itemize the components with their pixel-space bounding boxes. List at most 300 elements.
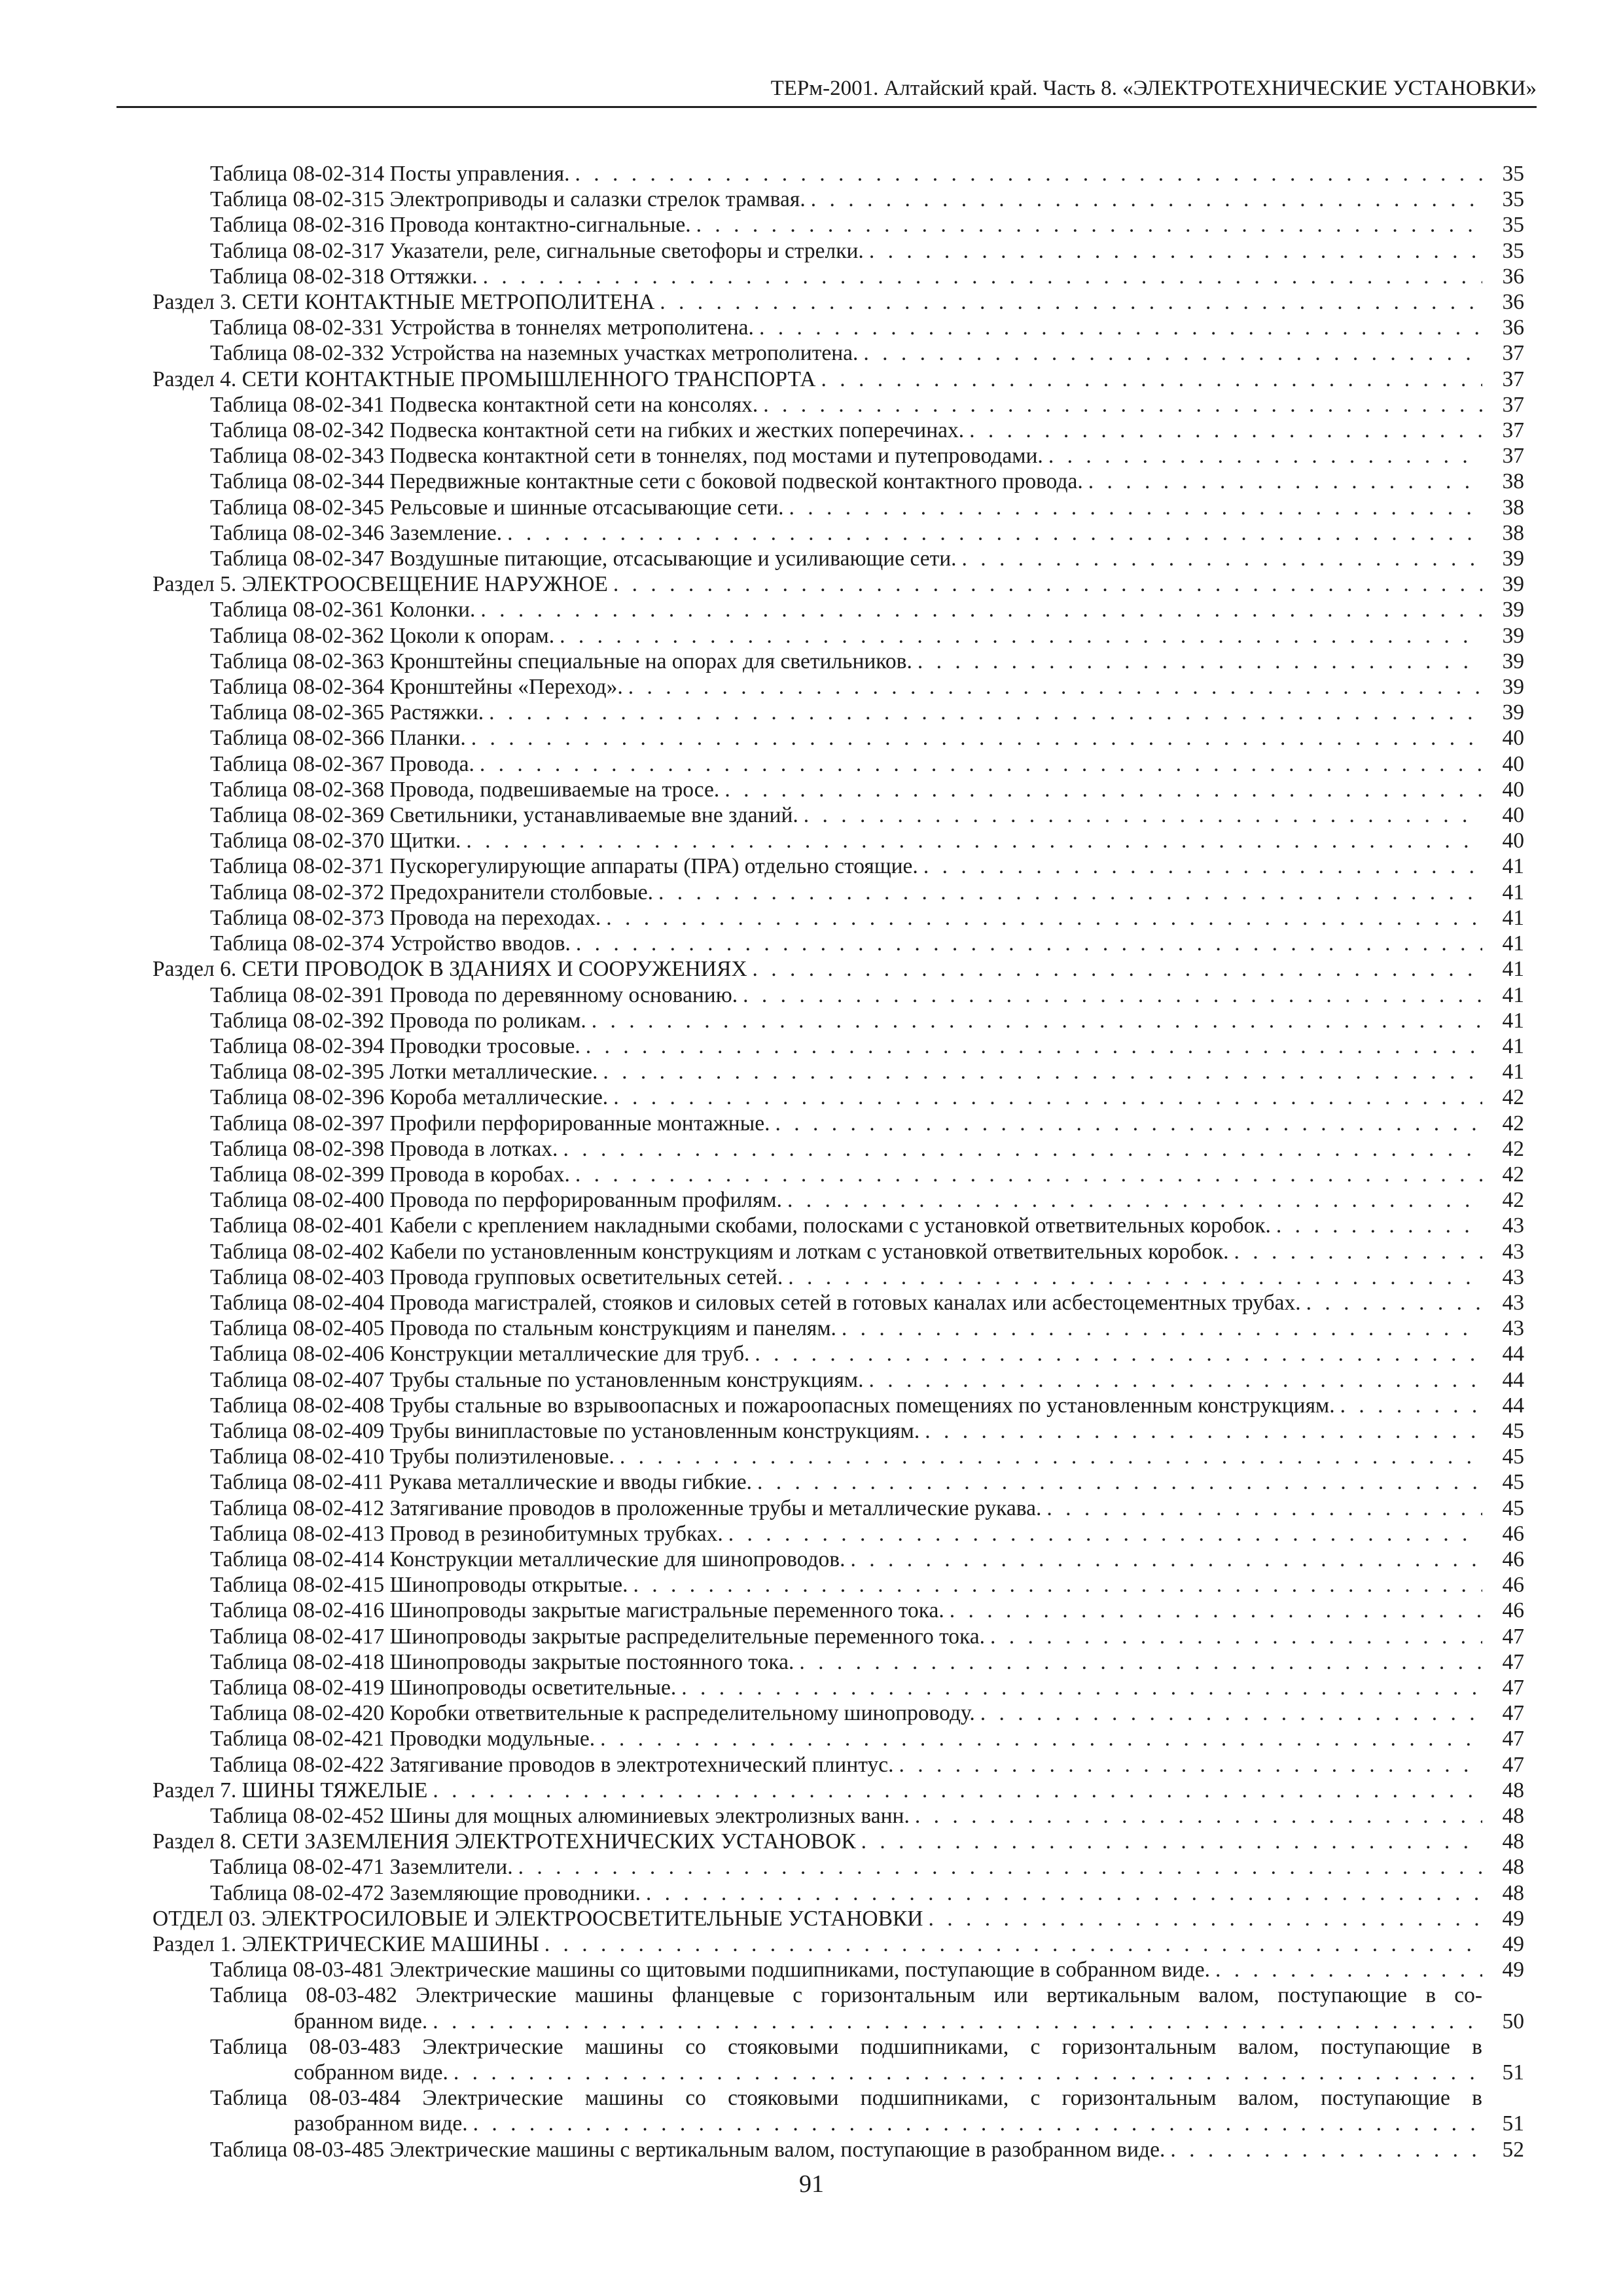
toc-page-number: 45 — [1502, 1444, 1524, 1469]
toc-table-entry[interactable] — [152, 1316, 1524, 1341]
toc-table-entry[interactable] — [152, 700, 1524, 725]
toc-entry-title: Таблица 08-02-396 Короба металлические. — [210, 1085, 609, 1110]
toc-entry-title: Таблица 08-02-367 Провода. — [210, 751, 474, 776]
toc-table-entry[interactable] — [152, 1547, 1524, 1572]
toc-page-number: 44 — [1502, 1342, 1524, 1367]
toc-table-entry[interactable] — [152, 1803, 1524, 1829]
toc-page-number: 41 — [1502, 1008, 1524, 1033]
toc-table-entry[interactable] — [152, 674, 1524, 700]
toc-table-entry[interactable] — [152, 1341, 1524, 1367]
dot-leader — [1276, 1213, 1482, 1238]
toc-entry-title: Таблица 08-02-408 Трубы стальные во взрывоопасных и пожароопасных помещениях по установленным конструкциям. — [210, 1393, 1335, 1418]
toc-page-number: 50 — [1502, 2009, 1524, 2034]
dot-leader — [576, 931, 1482, 956]
dot-leader — [600, 1726, 1482, 1751]
dot-leader — [759, 315, 1482, 340]
toc-entry-title: Таблица 08-02-370 Щитки. — [210, 829, 461, 853]
dot-leader — [603, 1059, 1482, 1085]
toc-page-number: 51 — [1502, 2060, 1524, 2085]
dot-leader — [821, 367, 1482, 392]
toc-page-number: 40 — [1502, 803, 1524, 828]
toc-entry-title: Таблица 08-03-485 Электрические машины с вертикальным валом, поступающие в разобранном виде. — [210, 2137, 1166, 2162]
dot-leader — [757, 1469, 1482, 1495]
dot-leader — [660, 289, 1482, 315]
toc-entry-title: Таблица 08-02-452 Шины для мощных алюминиевых электролизных ванн. — [210, 1804, 910, 1828]
toc-table-entry[interactable] — [152, 623, 1524, 649]
toc-page-number: 42 — [1502, 1111, 1524, 1136]
dot-leader — [606, 905, 1482, 931]
toc-page-number: 35 — [1502, 187, 1524, 212]
toc-entry-title: Таблица 08-03-484 Электрические машины со стояковыми подшипниками, с горизонтальным валом, поступающие в — [210, 2086, 1482, 2111]
dot-leader — [850, 1547, 1482, 1572]
toc-page-number: 43 — [1502, 1290, 1524, 1315]
dot-leader — [575, 1162, 1482, 1187]
dot-leader — [480, 597, 1482, 622]
toc-entry-title: Таблица 08-02-372 Предохранители столбовые. — [210, 880, 654, 905]
dot-leader — [628, 674, 1482, 700]
toc-section-entry[interactable] — [152, 1931, 1524, 1957]
toc-page-number: 38 — [1502, 520, 1524, 545]
dot-leader — [811, 187, 1482, 212]
toc-entry-title: Таблица 08-02-398 Провода в лотках. — [210, 1136, 558, 1161]
toc-table-entry[interactable] — [152, 546, 1524, 571]
toc-page-number: 37 — [1502, 367, 1524, 391]
toc-section-entry[interactable] — [152, 367, 1524, 392]
toc-page-number: 37 — [1502, 341, 1524, 366]
dot-leader — [696, 212, 1482, 238]
dot-leader — [592, 1008, 1482, 1033]
toc-page-number: 42 — [1502, 1188, 1524, 1213]
toc-page-number: 51 — [1502, 2111, 1524, 2136]
toc-table-entry[interactable] — [152, 828, 1524, 853]
toc-entry-title: Таблица 08-02-394 Проводки тросовые. — [210, 1033, 580, 1058]
toc-page-number: 40 — [1502, 829, 1524, 853]
toc-table-entry[interactable] — [152, 1111, 1524, 1136]
toc-table-entry[interactable] — [152, 1162, 1524, 1187]
dot-leader — [613, 571, 1482, 597]
toc-table-entry[interactable] — [152, 315, 1524, 340]
toc-entry-title: Таблица 08-02-416 Шинопроводы закрытые магистральные переменного тока. — [210, 1598, 944, 1623]
toc-page-number: 37 — [1502, 392, 1524, 417]
toc-entry-title: Таблица 08-02-373 Провода на переходах. — [210, 905, 601, 930]
toc-table-entry[interactable] — [152, 264, 1524, 289]
toc-entry-title-cont: разобранном виде. — [294, 2111, 468, 2136]
toc-page-number: 39 — [1502, 675, 1524, 700]
toc-page-number: 37 — [1502, 444, 1524, 469]
toc-page-number: 52 — [1502, 2137, 1524, 2162]
toc-entry-title: Таблица 08-02-314 Посты управления. — [210, 162, 570, 186]
toc-table-entry[interactable] — [152, 1444, 1524, 1469]
toc-table-entry[interactable] — [152, 1239, 1524, 1265]
toc-section-entry[interactable] — [152, 1906, 1524, 1931]
toc-page-number: 47 — [1502, 1649, 1524, 1674]
toc-entry-title: Таблица 08-02-392 Провода по роликам. — [210, 1008, 586, 1033]
toc-table-entry[interactable] — [152, 1418, 1524, 1444]
toc-entry-title: Таблица 08-02-316 Провода контактно-сигнальные. — [210, 213, 691, 238]
dot-leader — [433, 2009, 1482, 2034]
toc-table-entry[interactable] — [152, 2034, 1524, 2085]
toc-entry-title: Таблица 08-02-407 Трубы стальные по установленным конструкциям. — [210, 1367, 864, 1392]
toc-table-entry[interactable] — [152, 1982, 1524, 2034]
toc-entry-title: Таблица 08-03-483 Электрические машины со стояковыми подшипниками, с горизонтальным валом, поступающие в — [210, 2034, 1482, 2059]
toc-page-number: 49 — [1502, 1958, 1524, 1982]
toc-table-entry[interactable] — [152, 597, 1524, 622]
toc-entry-title: Раздел 4. СЕТИ КОНТАКТНЫЕ ПРОМЫШЛЕННОГО ТРАНСПОРТА — [152, 367, 816, 391]
toc-page-number: 41 — [1502, 854, 1524, 879]
toc-table-entry[interactable] — [152, 1957, 1524, 1982]
toc-table-entry[interactable] — [152, 1085, 1524, 1110]
toc-entry-title: Таблица 08-02-317 Указатели, реле, сигнальные светофоры и стрелки. — [210, 238, 864, 263]
toc-entry-title: Таблица 08-03-481 Электрические машины со щитовыми подшипниками, поступающие в собранном виде. — [210, 1958, 1210, 1982]
toc-page-number: 36 — [1502, 290, 1524, 315]
toc-table-entry[interactable] — [152, 1521, 1524, 1547]
toc-entry-title: Таблица 08-03-482 Электрические машины фланцевые с горизонтальным или вертикальным валом, поступающие в со- — [210, 1983, 1482, 2008]
toc-table-entry[interactable] — [152, 802, 1524, 828]
dot-leader — [1234, 1239, 1482, 1265]
toc-table-entry[interactable] — [152, 751, 1524, 777]
page-number: 91 — [799, 2170, 824, 2198]
dot-leader — [915, 1803, 1482, 1829]
dot-leader — [899, 1752, 1482, 1778]
toc-entry-title: Таблица 08-02-471 Заземлители. — [210, 1855, 513, 1880]
toc-entry-title: Таблица 08-02-404 Провода магистралей, стояков и силовых сетей в готовых каналах или асбестоцементных трубах. — [210, 1290, 1301, 1315]
dot-leader — [575, 161, 1482, 187]
toc-entry-title: Таблица 08-02-346 Заземление. — [210, 520, 503, 545]
dot-leader — [1340, 1393, 1482, 1418]
toc-entry-title: Таблица 08-02-421 Проводки модульные. — [210, 1727, 596, 1751]
toc-table-entry[interactable] — [152, 1572, 1524, 1598]
toc-entry-title: Таблица 08-02-413 Провод в резинобитумных трубках. — [210, 1521, 723, 1546]
toc-page-number: 45 — [1502, 1470, 1524, 1495]
toc-table-entry[interactable] — [152, 161, 1524, 187]
toc-entry-title: Таблица 08-02-347 Воздушные питающие, отсасывающие и усиливающие сети. — [210, 547, 957, 571]
toc-page-number: 48 — [1502, 1829, 1524, 1854]
toc-page-number: 42 — [1502, 1162, 1524, 1187]
dot-leader — [480, 751, 1482, 777]
toc-page-number: 41 — [1502, 982, 1524, 1007]
toc-page-number: 43 — [1502, 1265, 1524, 1289]
toc-entry-title: Таблица 08-02-420 Коробки ответвительные к распределительному шинопроводу. — [210, 1701, 975, 1726]
dot-leader — [743, 982, 1482, 1008]
toc-table-entry[interactable] — [152, 418, 1524, 443]
toc-page-number: 48 — [1502, 1804, 1524, 1828]
dot-leader — [868, 1367, 1482, 1393]
toc-table-entry[interactable] — [152, 1008, 1524, 1033]
toc-page-number: 35 — [1502, 238, 1524, 263]
toc-page-number: 43 — [1502, 1239, 1524, 1264]
toc-entry-title-cont: бранном виде. — [294, 2009, 428, 2034]
toc-table-entry[interactable] — [152, 443, 1524, 469]
toc-page-number: 39 — [1502, 623, 1524, 648]
toc-entry-title: Таблица 08-02-412 Затягивание проводов в проложенные трубы и металлические рукава. — [210, 1496, 1042, 1520]
toc-entry-title-cont: собранном виде. — [294, 2060, 448, 2085]
toc-table-entry[interactable] — [152, 238, 1524, 264]
toc-entry-title: Таблица 08-02-418 Шинопроводы закрытые постоянного тока. — [210, 1649, 794, 1674]
toc-table-entry[interactable] — [152, 1033, 1524, 1059]
toc-page-number: 42 — [1502, 1085, 1524, 1110]
dot-leader — [925, 1418, 1482, 1444]
toc-table-entry[interactable] — [152, 1675, 1524, 1700]
toc-table-entry[interactable] — [152, 931, 1524, 956]
toc-table-entry[interactable] — [152, 1700, 1524, 1726]
dot-leader — [620, 1444, 1482, 1469]
toc-table-entry[interactable] — [152, 1136, 1524, 1162]
toc-table-entry[interactable] — [152, 1726, 1524, 1751]
toc-table-entry[interactable] — [152, 340, 1524, 366]
toc-entry-title: Таблица 08-02-402 Кабели по установленным конструкциям и лоткам с установкой ответвительных коробок. — [210, 1239, 1229, 1264]
toc-table-entry[interactable] — [152, 1059, 1524, 1085]
dot-leader — [789, 495, 1482, 520]
toc-page-number: 44 — [1502, 1367, 1524, 1392]
toc-table-entry[interactable] — [152, 1496, 1524, 1521]
dot-leader — [473, 2111, 1482, 2136]
dot-leader — [1088, 469, 1482, 494]
toc-entry-title: Таблица 08-02-344 Передвижные контактные сети с боковой подвеской контактного провода. — [210, 469, 1083, 494]
toc-table-entry[interactable] — [152, 853, 1524, 879]
toc-entry-title: Таблица 08-02-400 Провода по перфорированным профилям. — [210, 1188, 782, 1213]
toc-table-entry[interactable] — [152, 1598, 1524, 1623]
toc-entry-title: Раздел 5. ЭЛЕКТРООСВЕЩЕНИЕ НАРУЖНОЕ — [152, 572, 608, 597]
toc-page-number: 49 — [1502, 1906, 1524, 1931]
dot-leader — [918, 649, 1482, 674]
dot-leader — [681, 1675, 1482, 1700]
toc-page-number: 36 — [1502, 315, 1524, 340]
toc-entry-title: Таблица 08-02-366 Планки. — [210, 726, 466, 751]
toc-page-number: 41 — [1502, 957, 1524, 982]
toc-page-number: 36 — [1502, 264, 1524, 289]
toc-entry-continuation — [210, 2009, 1524, 2034]
toc-table-entry[interactable] — [152, 1213, 1524, 1238]
toc-entry-title: Раздел 6. СЕТИ ПРОВОДОК В ЗДАНИЯХ И СООРУЖЕНИЯХ — [152, 957, 747, 982]
toc-entry-title: Раздел 7. ШИНЫ ТЯЖЕЛЫЕ — [152, 1778, 428, 1803]
dot-leader — [969, 418, 1482, 443]
toc-entry-title: Таблица 08-02-422 Затягивание проводов в электротехнический плинтус. — [210, 1752, 894, 1777]
toc-page-number: 39 — [1502, 649, 1524, 673]
toc-section-entry[interactable] — [152, 956, 1524, 982]
toc-page-number: 48 — [1502, 1880, 1524, 1905]
toc-entry-title: Таблица 08-02-332 Устройства на наземных участках метрополитена. — [210, 341, 859, 366]
toc-entry-title: Таблица 08-02-331 Устройства в тоннелях метрополитена. — [210, 315, 754, 340]
dot-leader — [923, 853, 1482, 879]
toc-table-entry[interactable] — [152, 1880, 1524, 1906]
toc-table-entry[interactable] — [152, 1265, 1524, 1290]
toc-page-number: 41 — [1502, 880, 1524, 905]
toc-entry-title: Таблица 08-02-472 Заземляющие проводники. — [210, 1880, 641, 1905]
toc-page-number: 35 — [1502, 213, 1524, 238]
toc-page-number: 41 — [1502, 905, 1524, 930]
toc-entry-title: Таблица 08-02-361 Колонки. — [210, 598, 476, 622]
toc-entry-title: Раздел 8. СЕТИ ЗАЗЕМЛЕНИЯ ЭЛЕКТРОТЕХНИЧЕСКИХ УСТАНОВОК — [152, 1829, 856, 1854]
toc-page-number: 44 — [1502, 1393, 1524, 1418]
toc-page-number: 39 — [1502, 700, 1524, 725]
dot-leader — [518, 1854, 1482, 1880]
toc-page-number: 35 — [1502, 162, 1524, 186]
toc-page-number: 39 — [1502, 572, 1524, 597]
toc-entry-title: Таблица 08-02-318 Оттяжки. — [210, 264, 478, 289]
toc-table-entry[interactable] — [152, 212, 1524, 238]
toc-entry-title: Таблица 08-02-343 Подвеска контактной сети в тоннелях, под мостами и путепроводами. — [210, 444, 1043, 469]
toc-page-number: 45 — [1502, 1496, 1524, 1520]
dot-leader — [799, 1649, 1482, 1675]
dot-leader — [753, 956, 1482, 982]
toc-entry-title: Таблица 08-02-397 Профили перфорированные монтажные. — [210, 1111, 770, 1136]
toc-entry-title: Таблица 08-02-399 Провода в коробах. — [210, 1162, 570, 1187]
toc-section-entry[interactable] — [152, 571, 1524, 597]
toc-page-number: 42 — [1502, 1136, 1524, 1161]
dot-leader — [507, 520, 1482, 546]
toc-entry-title: Таблица 08-02-365 Растяжки. — [210, 700, 484, 725]
dot-leader — [471, 725, 1482, 751]
toc-entry-title: Таблица 08-02-406 Конструкции металлические для труб. — [210, 1342, 750, 1367]
dot-leader — [842, 1316, 1482, 1341]
dot-leader — [950, 1598, 1482, 1623]
toc-page-number: 46 — [1502, 1547, 1524, 1571]
toc-entry-title: Таблица 08-02-414 Конструкции металлические для шинопроводов. — [210, 1547, 846, 1571]
toc-page-number: 47 — [1502, 1675, 1524, 1700]
toc-page-number: 38 — [1502, 469, 1524, 494]
toc-entry-title: Таблица 08-02-419 Шинопроводы осветительные. — [210, 1675, 677, 1700]
toc-table-entry[interactable] — [152, 1854, 1524, 1880]
toc-entry-title: Таблица 08-02-403 Провода групповых осветительных сетей. — [210, 1265, 783, 1289]
dot-leader — [788, 1265, 1482, 1290]
toc-table-entry[interactable] — [152, 392, 1524, 418]
toc-page-number: 46 — [1502, 1521, 1524, 1546]
toc-entry-title: Таблица 08-02-342 Подвеска контактной сети на гибких и жестких поперечинах. — [210, 418, 965, 443]
toc-table-entry[interactable] — [152, 777, 1524, 802]
toc-table-entry[interactable] — [152, 1752, 1524, 1778]
toc-page-number: 38 — [1502, 495, 1524, 520]
toc-entry-title: Таблица 08-02-371 Пускорегулирующие аппараты (ПРА) отдельно стоящие. — [210, 854, 918, 879]
running-header: ТЕРм-2001. Алтайский край. Часть 8. «ЭЛЕКТРОТЕХНИЧЕСКИЕ УСТАНОВКИ» — [116, 71, 1537, 108]
dot-leader — [489, 700, 1482, 725]
dot-leader — [861, 1829, 1482, 1854]
dot-leader — [1048, 443, 1482, 469]
dot-leader — [775, 1111, 1482, 1136]
toc-entry-title: ОТДЕЛ 03. ЭЛЕКТРОСИЛОВЫЕ И ЭЛЕКТРООСВЕТИТЕЛЬНЫЕ УСТАНОВКИ — [152, 1906, 923, 1931]
toc-table-entry[interactable] — [152, 880, 1524, 905]
dot-leader — [586, 1033, 1482, 1059]
dot-leader — [563, 1136, 1482, 1162]
toc-table-entry[interactable] — [152, 2137, 1524, 2162]
toc-page-number: 43 — [1502, 1316, 1524, 1341]
dot-leader — [928, 1906, 1482, 1931]
toc-table-entry[interactable] — [152, 1624, 1524, 1649]
toc-entry-title: Таблица 08-02-411 Рукава металлические и вводы гибкие. — [210, 1470, 752, 1495]
toc-page-number: 46 — [1502, 1598, 1524, 1623]
dot-leader — [646, 1880, 1482, 1906]
dot-leader — [804, 802, 1482, 828]
toc-page-number: 39 — [1502, 547, 1524, 571]
dot-leader — [724, 777, 1482, 802]
toc-table-entry[interactable] — [152, 2085, 1524, 2136]
toc-entry-title: Таблица 08-02-362 Цоколи к опорам. — [210, 623, 555, 648]
toc-page-number: 39 — [1502, 598, 1524, 622]
dot-leader — [1306, 1290, 1482, 1316]
toc-page-number: 40 — [1502, 726, 1524, 751]
toc-page-number: 41 — [1502, 1060, 1524, 1085]
toc-entry-title: Таблица 08-02-391 Провода по деревянному основанию. — [210, 982, 738, 1007]
dot-leader — [613, 1085, 1482, 1110]
dot-leader — [1170, 2137, 1482, 2162]
toc-table-entry[interactable] — [152, 1393, 1524, 1418]
toc-page-number: 48 — [1502, 1778, 1524, 1803]
dot-leader — [787, 1187, 1482, 1213]
toc-page-number: 45 — [1502, 1418, 1524, 1443]
dot-leader — [962, 546, 1482, 571]
toc-section-entry[interactable] — [152, 289, 1524, 315]
toc-table-entry[interactable] — [152, 982, 1524, 1008]
toc-entry-title: Таблица 08-02-405 Провода по стальным конструкциям и панелям. — [210, 1316, 836, 1341]
toc-section-entry[interactable] — [152, 1778, 1524, 1803]
toc-table-entry[interactable] — [152, 469, 1524, 494]
dot-leader — [980, 1700, 1482, 1726]
toc-table-entry[interactable] — [152, 649, 1524, 674]
dot-leader — [466, 828, 1482, 853]
toc-entry-title: Таблица 08-02-410 Трубы полиэтиленовые. — [210, 1444, 615, 1469]
toc-entry-title: Раздел 3. СЕТИ КОНТАКТНЫЕ МЕТРОПОЛИТЕНА — [152, 290, 655, 315]
toc-page-number: 49 — [1502, 1932, 1524, 1957]
dot-leader — [728, 1521, 1482, 1547]
dot-leader — [658, 880, 1482, 905]
toc-page-number: 41 — [1502, 1033, 1524, 1058]
toc-entry-title: Таблица 08-02-409 Трубы винипластовые по установленным конструкциям. — [210, 1418, 920, 1443]
toc-entry-continuation — [210, 2111, 1524, 2136]
table-of-contents — [152, 161, 1524, 2162]
toc-entry-title: Таблица 08-02-417 Шинопроводы закрытые распределительные переменного тока. — [210, 1624, 986, 1649]
dot-leader — [633, 1572, 1482, 1598]
toc-table-entry[interactable] — [152, 520, 1524, 546]
toc-entry-continuation — [210, 2060, 1524, 2085]
toc-entry-title: Раздел 1. ЭЛЕКТРИЧЕСКИЕ МАШИНЫ — [152, 1932, 539, 1957]
toc-table-entry[interactable] — [152, 905, 1524, 931]
dot-leader — [863, 340, 1482, 366]
toc-page-number: 41 — [1502, 931, 1524, 956]
toc-entry-title: Таблица 08-02-368 Провода, подвешиваемые на тросе. — [210, 777, 720, 802]
dot-leader — [869, 238, 1482, 264]
toc-page-number: 47 — [1502, 1624, 1524, 1649]
toc-table-entry[interactable] — [152, 1367, 1524, 1393]
toc-page-number: 43 — [1502, 1213, 1524, 1238]
toc-table-entry[interactable] — [152, 1187, 1524, 1213]
toc-entry-title: Таблица 08-02-345 Рельсовые и шинные отсасывающие сети. — [210, 495, 784, 520]
toc-section-entry[interactable] — [152, 1829, 1524, 1854]
toc-table-entry[interactable] — [152, 725, 1524, 751]
toc-entry-title: Таблица 08-02-374 Устройство вводов. — [210, 931, 571, 956]
dot-leader — [1215, 1957, 1482, 1982]
dot-leader — [755, 1341, 1482, 1367]
toc-entry-title: Таблица 08-02-415 Шинопроводы открытые. — [210, 1573, 628, 1598]
toc-table-entry[interactable] — [152, 1290, 1524, 1316]
toc-entry-title: Таблица 08-02-395 Лотки металлические. — [210, 1060, 598, 1085]
toc-entry-title: Таблица 08-02-401 Кабели с креплением накладными скобами, полосками с установкой ответвительных коробок. — [210, 1213, 1271, 1238]
toc-page-number: 40 — [1502, 751, 1524, 776]
toc-page-number: 47 — [1502, 1727, 1524, 1751]
dot-leader — [454, 2060, 1482, 2085]
dot-leader — [544, 1931, 1482, 1957]
toc-page-number: 46 — [1502, 1573, 1524, 1598]
toc-table-entry[interactable] — [152, 1469, 1524, 1495]
toc-entry-title: Таблица 08-02-315 Электроприводы и салазки стрелок трамвая. — [210, 187, 806, 212]
dot-leader — [763, 392, 1482, 418]
dot-leader — [560, 623, 1482, 649]
toc-page-number: 37 — [1502, 418, 1524, 443]
toc-table-entry[interactable] — [152, 187, 1524, 212]
dot-leader — [483, 264, 1482, 289]
toc-page-number: 47 — [1502, 1701, 1524, 1726]
toc-entry-title: Таблица 08-02-369 Светильники, устанавливаемые вне зданий. — [210, 803, 798, 828]
toc-table-entry[interactable] — [152, 1649, 1524, 1675]
toc-table-entry[interactable] — [152, 495, 1524, 520]
